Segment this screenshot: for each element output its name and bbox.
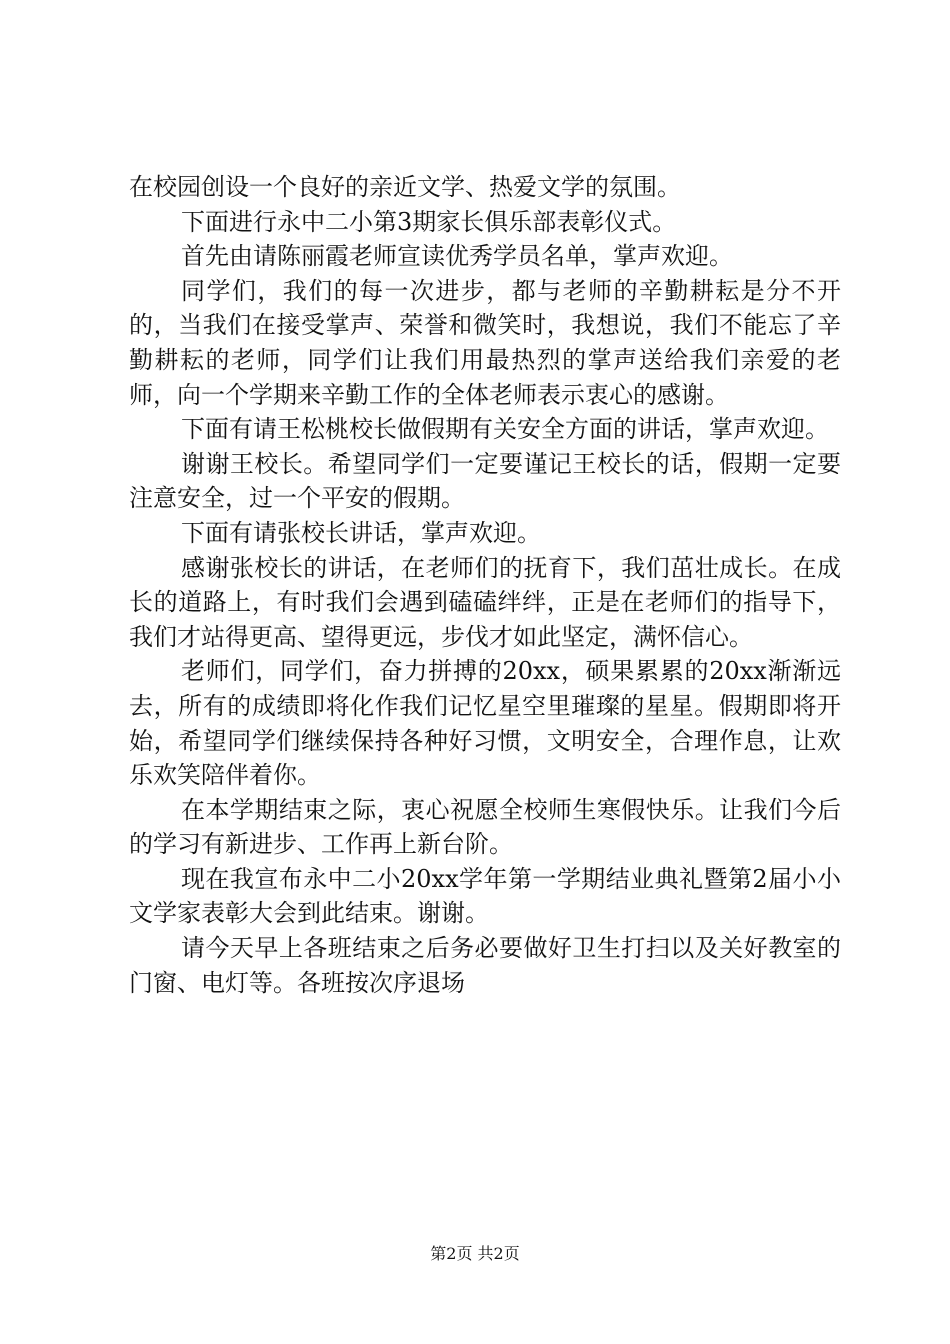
paragraph-parent-club-award: 下面进行永中二小第3期家长俱乐部表彰仪式。 (181, 207, 677, 236)
paragraph-cleanup-notice: 请今天早上各班结束之后务必要做好卫生打扫以及关好教室的门窗、电灯等。各班按次序退场 (129, 934, 841, 997)
paragraph-holiday-wishes: 在本学期结束之际，衷心祝愿全校师生寒假快乐。让我们今后的学习有新进步、工作再上新台阶。 (129, 795, 841, 859)
paragraph-thank-principal-zhang: 感谢张校长的讲话，在老师们的抚育下，我们茁壮成长。在成长的道路上，有时我们会遇到磕磕绊绊，正是在老师们的指导下，我们才站得更高、望得更远，步伐才如此坚定，满怀信心。 (129, 553, 841, 651)
paragraph-continuation: 在校园创设一个良好的亲近文学、热爱文学的氛围。 (129, 173, 681, 201)
paragraph-ceremony-close: 现在我宣布永中二小20xx学年第一学期结业典礼暨第2届小小文学家表彰大会到此结束。谢谢。 (129, 864, 841, 928)
document-body (129, 170, 841, 1000)
paragraph-student-list: 首先由请陈丽霞老师宣读优秀学员名单，掌声欢迎。 (181, 242, 733, 271)
page-footer: 第2页 共2页 (430, 1244, 520, 1263)
paragraph-thank-teachers: 同学们，我们的每一次进步，都与老师的辛勤耕耘是分不开的，当我们在接受掌声、荣誉和微笑时，我想说，我们不能忘了辛勤耕耘的老师，同学们让我们用最热烈的掌声送给我们亲爱的老师，向一个学期来辛勤工作的全体老师表示衷心的感谢。 (129, 276, 841, 409)
paragraph-principal-zhang: 下面有请张校长讲话，掌声欢迎。 (181, 518, 541, 547)
paragraph-year-review: 老师们，同学们，奋力拼搏的20xx，硕果累累的20xx渐渐远去，所有的成绩即将化作我们记忆星空里璀璨的星星。假期即将开始，希望同学们继续保持各种好习惯，文明安全，合理作息，让欢乐欢笑陪伴着你。 (129, 657, 841, 790)
paragraph-safety-speech: 下面有请王松桃校长做假期有关安全方面的讲话，掌声欢迎。 (181, 415, 829, 444)
paragraph-thank-principal-wang: 谢谢王校长。希望同学们一定要谨记王校长的话，假期一定要注意安全，过一个平安的假期。 (129, 449, 841, 513)
